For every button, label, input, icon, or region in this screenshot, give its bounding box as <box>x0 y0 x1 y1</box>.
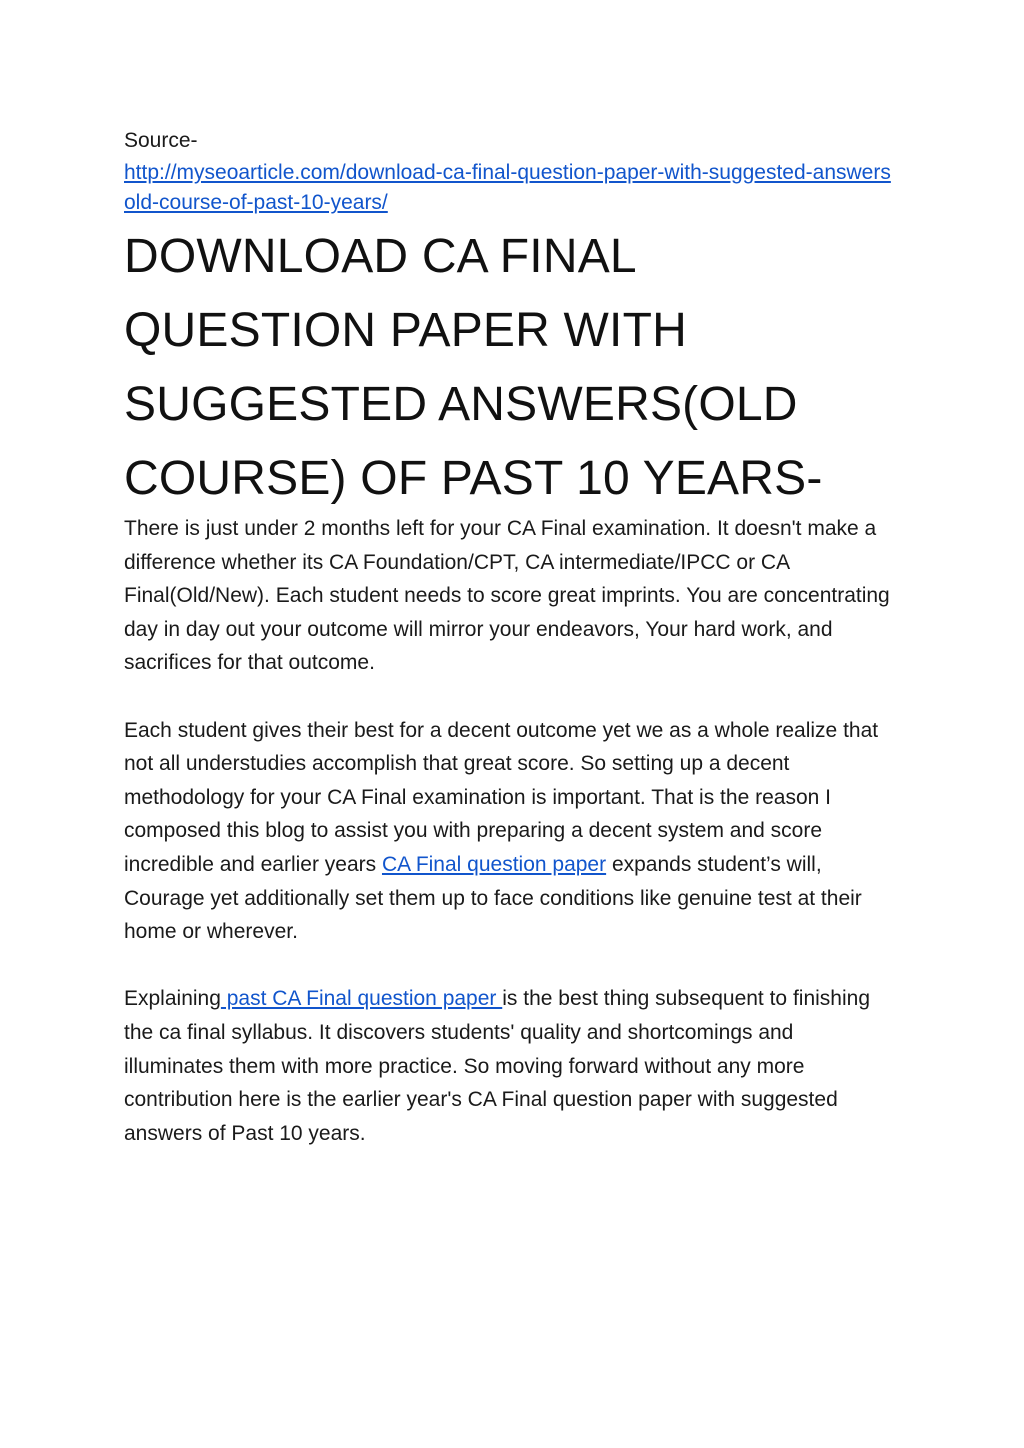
document-body <box>124 512 894 1150</box>
document-page <box>124 124 894 1150</box>
paragraph-2 <box>124 714 894 949</box>
document-title: DOWNLOAD CA FINAL QUESTION PAPER WITH SUGGESTED ANSWERS(OLD COURSE) OF PAST 10 YEARS- <box>124 230 823 505</box>
title-container <box>124 220 894 516</box>
paragraph-1: There is just under 2 months left for your CA Final examination. It doesn't make a difference whether its CA Foundation/CPT, CA intermediate/IPCC or CA Final(Old/New). Each student needs to score great imprints. You are concentrating day in day out your outcome will mirror your endeavors, Your hard work, and sacrifices for that outcome. <box>124 517 890 675</box>
paragraph-3-text-after: is the best thing subsequent to finishing the ca final syllabus. It discovers students' quality and shortcomings and illuminates them with more practice. So moving forward without any more contribution here is the earlier year's CA Final question paper with suggested answers of Past 10 years. <box>124 987 870 1145</box>
source-label: Source- <box>124 129 198 152</box>
paragraph-2-text-before: Each student gives their best for a decent outcome yet we as a whole realize that not all understudies accomplish that great score. So setting up a decent methodology for your CA Final examination is important. That is the reason I composed this blog to assist you with preparing a decent system and score incredible and earlier years <box>124 718 879 876</box>
paragraph-2-text-after: expands student’s will, Courage yet additionally set them up to face conditions like genuine test at their home or wherever. <box>124 852 862 944</box>
paragraph-3 <box>124 982 894 1150</box>
past-ca-final-question-paper-link[interactable]: past CA Final question paper <box>220 987 503 1011</box>
paragraph-3-text-before: Explaining <box>124 987 221 1011</box>
ca-final-question-paper-link[interactable]: CA Final question paper <box>381 852 607 876</box>
source-url-link[interactable]: http://myseoarticle.com/download-ca-final-question-paper-with-suggested-answersold-course-of-past-10-years/ <box>124 161 891 214</box>
